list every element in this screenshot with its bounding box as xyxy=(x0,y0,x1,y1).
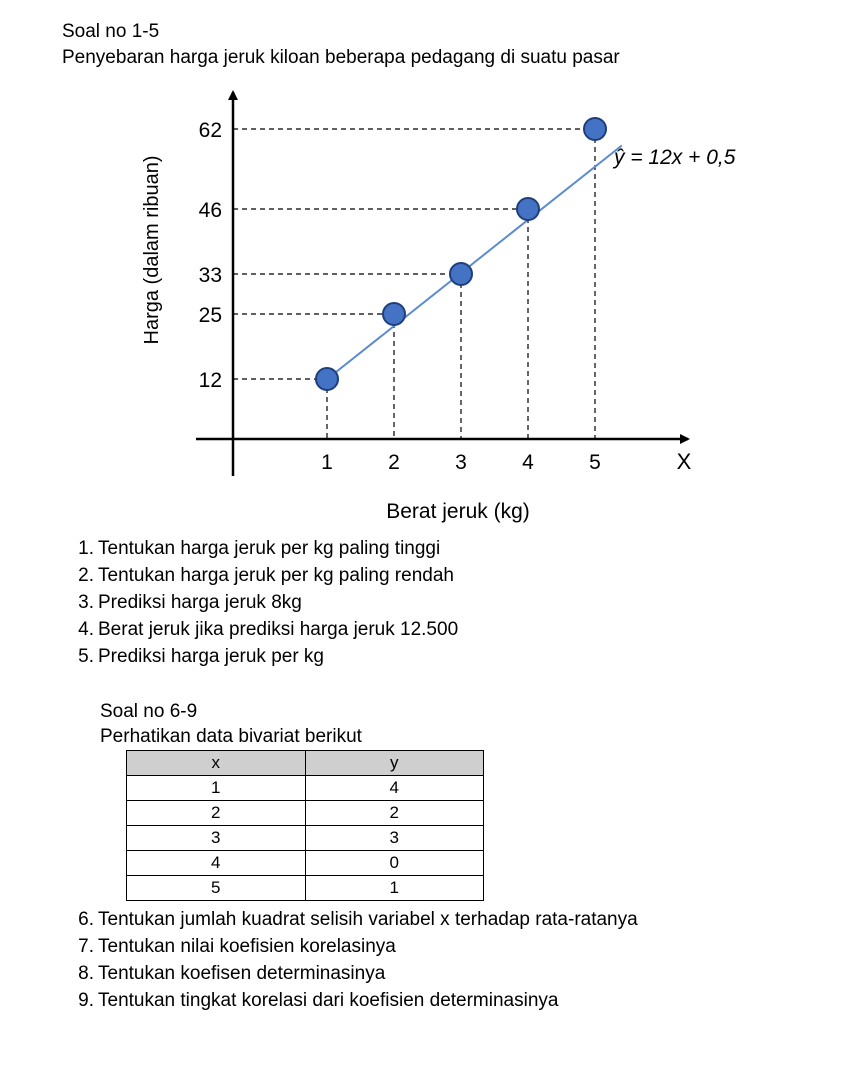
table-cell: 3 xyxy=(127,826,306,851)
question-item xyxy=(62,616,458,643)
question-text: Tentukan koefisen determinasinya xyxy=(98,963,386,984)
y-tick-label: 12 xyxy=(198,369,222,392)
section2-title: Soal no 6-9 xyxy=(100,701,198,722)
question-number: 6. xyxy=(78,909,94,930)
data-point xyxy=(517,198,539,220)
question-number: 8. xyxy=(78,963,94,984)
table-cell: 0 xyxy=(305,851,484,876)
section2-subtitle: Perhatikan data bivariat berikut xyxy=(100,726,362,747)
data-point xyxy=(450,263,472,285)
regression-equation: ŷ = 12x + 0,5 xyxy=(614,146,736,169)
question-number: 7. xyxy=(78,936,94,957)
question-item xyxy=(62,535,458,562)
question-text: Prediksi harga jeruk 8kg xyxy=(98,592,302,613)
x-tick-label: 4 xyxy=(522,451,534,474)
regression-line xyxy=(330,146,621,377)
table-cell: 2 xyxy=(305,801,484,826)
table-row xyxy=(127,851,484,876)
scatter-chart xyxy=(0,0,857,540)
table-row xyxy=(127,776,484,801)
question-text: Tentukan jumlah kuadrat selisih variabel x terhadap rata-ratanya xyxy=(98,909,638,930)
y-tick-label: 62 xyxy=(198,119,222,142)
question-number: 2. xyxy=(78,565,94,586)
y-axis-label: Harga (dalam ribuan) xyxy=(141,155,163,345)
question-item xyxy=(62,987,638,1014)
x-tick-label: 1 xyxy=(321,451,333,474)
table-header-y: y xyxy=(305,751,484,776)
table-cell: 2 xyxy=(127,801,306,826)
question-item xyxy=(62,562,458,589)
table-cell: 5 xyxy=(127,876,306,901)
question-number: 1. xyxy=(78,538,94,559)
section1-title: Soal no 1-5 xyxy=(62,21,160,42)
y-tick-label: 33 xyxy=(198,264,222,287)
question-text: Tentukan harga jeruk per kg paling rendah xyxy=(98,565,454,586)
question-text: Tentukan tingkat korelasi dari koefisien determinasinya xyxy=(98,990,559,1011)
table-cell: 3 xyxy=(305,826,484,851)
bivariate-table xyxy=(126,750,484,901)
question-text: Prediksi harga jeruk per kg xyxy=(98,646,324,667)
x-tick-label: 2 xyxy=(388,451,400,474)
data-point xyxy=(584,118,606,140)
question-text: Tentukan nilai koefisien korelasinya xyxy=(98,936,396,957)
question-number: 4. xyxy=(78,619,94,640)
table-cell: 4 xyxy=(305,776,484,801)
data-point xyxy=(316,368,338,390)
x-axis-label: Berat jeruk (kg) xyxy=(386,500,530,523)
question-text: Tentukan harga jeruk per kg paling tinggi xyxy=(98,538,441,559)
question-item xyxy=(62,643,458,670)
section1-subtitle: Penyebaran harga jeruk kiloan beberapa pedagang di suatu pasar xyxy=(62,47,620,68)
x-axis-letter: X xyxy=(676,449,692,474)
x-tick-label: 3 xyxy=(455,451,467,474)
question-item xyxy=(62,589,458,616)
question-list-6-9 xyxy=(62,906,638,1014)
table-header-x: x xyxy=(127,751,306,776)
table-row xyxy=(127,801,484,826)
x-tick-label: 5 xyxy=(589,451,601,474)
question-item xyxy=(62,960,638,987)
question-number: 5. xyxy=(78,646,94,667)
question-number: 3. xyxy=(78,592,94,613)
table-header-row xyxy=(127,751,484,776)
table-cell: 4 xyxy=(127,851,306,876)
y-tick-label: 46 xyxy=(198,199,222,222)
question-text: Berat jeruk jika prediksi harga jeruk 12.500 xyxy=(98,619,459,640)
table-cell: 1 xyxy=(127,776,306,801)
question-number: 9. xyxy=(78,990,94,1011)
question-list-1-5 xyxy=(62,535,458,670)
table-row xyxy=(127,826,484,851)
data-point xyxy=(383,303,405,325)
question-item xyxy=(62,933,638,960)
table-cell: 1 xyxy=(305,876,484,901)
y-tick-label: 25 xyxy=(198,304,222,327)
question-item xyxy=(62,906,638,933)
table-row xyxy=(127,876,484,901)
